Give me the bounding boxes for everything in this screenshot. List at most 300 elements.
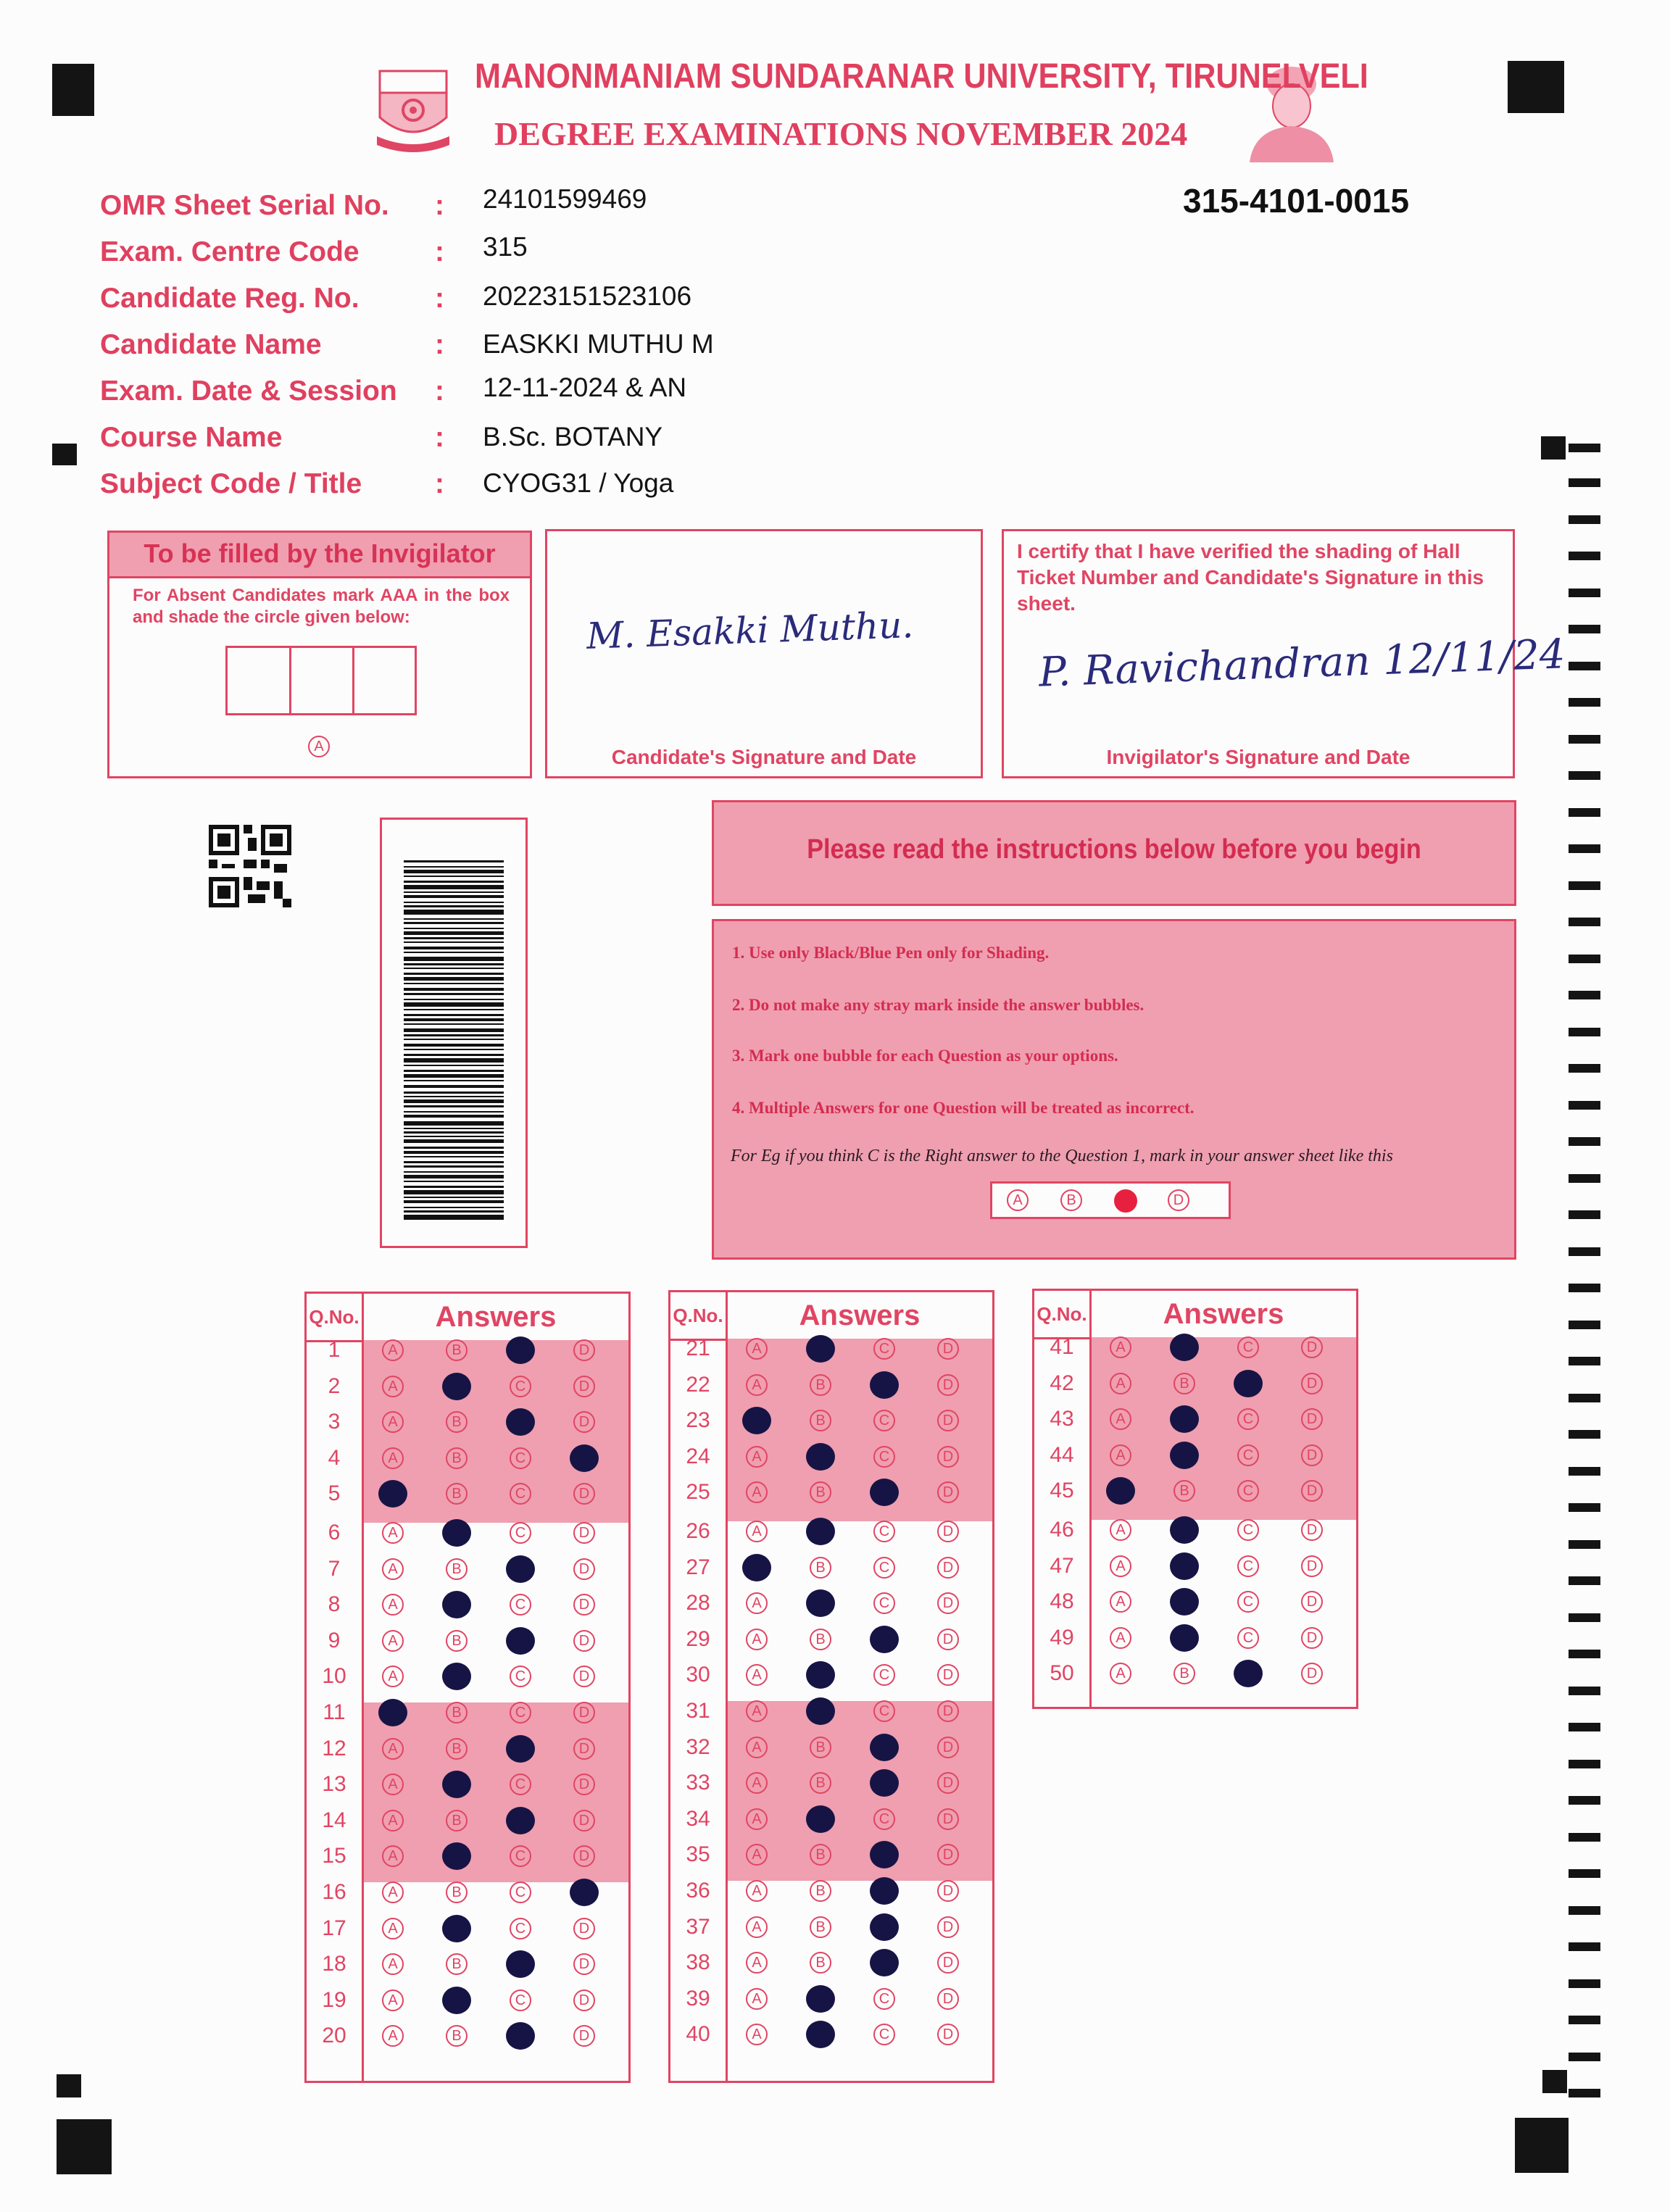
answer-row — [307, 1982, 628, 2018]
answer-bubble-b[interactable] — [806, 1518, 835, 1545]
answer-row — [670, 1945, 992, 1981]
answer-bubble-c[interactable] — [870, 1841, 899, 1868]
registration-mark-bottom-left — [57, 2119, 112, 2174]
exam-date-value: 12-11-2024 & AN — [483, 373, 687, 402]
answer-bubble-d[interactable]: D — [573, 1845, 595, 1867]
answer-bubble-b[interactable] — [1170, 1588, 1199, 1616]
answer-bubble-b[interactable]: B — [810, 1916, 831, 1938]
answer-row — [670, 1657, 992, 1693]
answer-bubble-c[interactable]: C — [873, 1557, 895, 1579]
timing-mark — [1569, 1650, 1600, 1658]
answer-bubble-d[interactable]: D — [937, 1700, 959, 1722]
answer-bubble-a[interactable]: A — [382, 1411, 404, 1433]
invigilator-signature-box — [1002, 529, 1566, 778]
answer-bubble-b[interactable]: B — [810, 1772, 831, 1794]
answer-bubble-a[interactable]: A — [1110, 1519, 1131, 1541]
answer-bubble-a[interactable] — [1106, 1477, 1135, 1505]
answer-bubble-c[interactable]: C — [1237, 1555, 1259, 1577]
answer-bubble-b[interactable]: B — [1173, 1663, 1195, 1684]
question-number: 39 — [686, 1986, 710, 2011]
registration-mark-bottom-right-small — [1542, 2070, 1567, 2093]
answer-bubble-c[interactable] — [870, 1734, 899, 1761]
answer-bubble-d[interactable]: D — [573, 1738, 595, 1760]
answer-bubble-c[interactable] — [870, 1877, 899, 1905]
answer-bubble-c[interactable] — [506, 2022, 535, 2050]
answer-bubble-a[interactable]: A — [1110, 1408, 1131, 1430]
timing-mark — [1569, 1833, 1600, 1842]
answer-bubble-c[interactable]: C — [873, 1700, 895, 1722]
answer-bubble-b[interactable] — [1170, 1552, 1199, 1580]
answer-bubble-c[interactable]: C — [1237, 1519, 1259, 1541]
answer-bubble-a[interactable]: A — [746, 1592, 768, 1614]
answer-row — [1034, 1655, 1356, 1692]
answer-bubble-b[interactable] — [806, 1589, 835, 1617]
question-number: 18 — [322, 1952, 346, 1976]
answer-row — [1034, 1512, 1356, 1548]
answer-bubble-a[interactable]: A — [382, 2025, 404, 2047]
answer-bubble-a[interactable] — [378, 1699, 407, 1726]
answer-bubble-d[interactable]: D — [937, 2024, 959, 2045]
answer-bubble-a[interactable]: A — [1110, 1555, 1131, 1577]
barcode-bar — [404, 1009, 504, 1010]
barcode-bar — [404, 937, 504, 939]
answer-bubble-d[interactable]: D — [573, 2025, 595, 2047]
candidate-signature-label: Candidate's Signature and Date — [611, 746, 917, 768]
answer-bubble-a[interactable]: A — [746, 1880, 768, 1902]
barcode-box — [380, 818, 528, 1248]
answer-bubble-c[interactable] — [1234, 1660, 1263, 1687]
answer-bubble-c[interactable]: C — [510, 1376, 531, 1397]
info-label: Exam. Date & Session — [100, 375, 397, 407]
answer-bubble-b[interactable]: B — [1173, 1373, 1195, 1394]
answer-bubble-b[interactable] — [1170, 1442, 1199, 1469]
question-number: 19 — [322, 1987, 346, 2012]
answer-bubble-c[interactable]: C — [510, 1989, 531, 2011]
instruction-item: 2. Do not make any stray mark inside the answer bubbles. — [732, 996, 1145, 1014]
certification-text: I certify that I have verified the shading of Hall Ticket Number and Candidate's Signature in this sheet. — [1017, 540, 1484, 615]
answer-bubble-c[interactable] — [870, 1371, 899, 1399]
timing-mark — [1569, 552, 1600, 560]
question-number: 46 — [1050, 1518, 1074, 1542]
answer-table — [668, 1290, 994, 2083]
timing-mark — [1569, 1613, 1600, 1622]
question-number: 26 — [686, 1519, 710, 1543]
answer-bubble-d[interactable]: D — [573, 1810, 595, 1831]
answer-row — [307, 1332, 628, 1368]
answer-bubble-d[interactable]: D — [1301, 1663, 1323, 1684]
answer-bubble-a[interactable]: A — [746, 1772, 768, 1794]
answer-bubble-d[interactable]: D — [1301, 1480, 1323, 1502]
answer-row — [307, 1803, 628, 1839]
answer-bubble-d[interactable]: D — [937, 1988, 959, 2010]
answer-bubble-a[interactable]: A — [1110, 1591, 1131, 1613]
answer-bubble-d[interactable]: D — [937, 1808, 959, 1830]
answer-bubble-a[interactable]: A — [1110, 1627, 1131, 1649]
answer-bubble-d[interactable]: D — [937, 1952, 959, 1974]
answer-bubble-c[interactable] — [506, 1336, 535, 1364]
qno-header: Q.No. — [1034, 1291, 1092, 1337]
answer-bubble-c[interactable]: C — [873, 2024, 895, 2045]
answer-bubble-a[interactable]: A — [746, 1629, 768, 1650]
answer-bubble-d[interactable]: D — [1301, 1627, 1323, 1649]
question-number: 35 — [686, 1842, 710, 1867]
qno-header: Q.No. — [670, 1292, 728, 1339]
question-number: 25 — [686, 1480, 710, 1505]
answer-bubble-d[interactable]: D — [937, 1844, 959, 1866]
answer-bubble-c[interactable]: C — [510, 1774, 531, 1795]
answer-bubble-b[interactable]: B — [810, 1481, 831, 1503]
question-number: 16 — [322, 1880, 346, 1904]
centre-code-value: 315 — [483, 232, 528, 262]
answer-bubble-c[interactable] — [870, 1769, 899, 1797]
barcode-bar — [404, 1034, 504, 1036]
barcode-bar — [404, 1200, 504, 1203]
answer-bubble-c[interactable]: C — [510, 1522, 531, 1544]
answer-bubble-a[interactable]: A — [1110, 1663, 1131, 1684]
answer-bubble-c[interactable]: C — [510, 1594, 531, 1616]
answer-bubble-b[interactable]: B — [810, 1557, 831, 1579]
answer-bubble-a[interactable]: A — [746, 1916, 768, 1938]
answer-bubble-b[interactable]: B — [810, 1952, 831, 1974]
answer-bubble-a[interactable]: A — [746, 1374, 768, 1396]
timing-mark — [1569, 735, 1600, 744]
answer-bubble-c[interactable]: C — [510, 1483, 531, 1505]
invigilator-signature: P. Ravichandran 12/11/24 — [1038, 631, 1566, 697]
answer-bubble-a[interactable]: A — [746, 1952, 768, 1974]
question-number: 21 — [686, 1336, 710, 1360]
timing-mark — [1569, 2089, 1600, 2097]
answer-bubble-b[interactable]: B — [446, 1810, 468, 1831]
answer-bubble-d[interactable]: D — [573, 1702, 595, 1724]
answer-bubble-c[interactable] — [870, 1479, 899, 1506]
answer-bubble-d[interactable]: D — [1301, 1519, 1323, 1541]
answer-bubble-a[interactable]: A — [746, 1446, 768, 1468]
barcode-bar — [404, 1080, 504, 1081]
answer-bubble-d[interactable]: D — [1301, 1408, 1323, 1430]
answer-bubble-b[interactable] — [442, 1591, 471, 1618]
answer-bubble-c[interactable]: C — [1237, 1444, 1259, 1466]
barcode-bar — [404, 1074, 504, 1078]
answer-bubble-c[interactable]: C — [510, 1882, 531, 1903]
answer-bubble-d[interactable] — [570, 1879, 599, 1906]
answer-bubble-d[interactable]: D — [937, 1446, 959, 1468]
reg-no-value: 20223151523106 — [483, 281, 692, 311]
answer-bubble-c[interactable] — [1234, 1370, 1263, 1397]
answer-bubble-b[interactable]: B — [810, 1629, 831, 1650]
answer-bubble-a[interactable]: A — [382, 1339, 404, 1361]
answer-bubble-b[interactable]: B — [810, 1880, 831, 1902]
answer-bubble-a[interactable]: A — [746, 1481, 768, 1503]
answer-bubble-c[interactable]: C — [510, 1918, 531, 1939]
barcode-bar — [404, 918, 504, 920]
answer-bubble-a[interactable]: A — [382, 1666, 404, 1687]
answer-bubble-d[interactable]: D — [1301, 1591, 1323, 1613]
answer-bubble-a[interactable]: A — [382, 1774, 404, 1795]
answer-bubble-d[interactable]: D — [937, 1916, 959, 1938]
answer-bubble-d[interactable]: D — [937, 1664, 959, 1686]
barcode-bar — [404, 1161, 504, 1163]
answer-bubble-c[interactable] — [870, 1626, 899, 1653]
answer-bubble-c[interactable] — [870, 1913, 899, 1941]
answer-bubble-b[interactable] — [806, 2021, 835, 2048]
answer-bubble-b[interactable] — [442, 1519, 471, 1547]
answer-row — [307, 1440, 628, 1476]
answer-bubble-a[interactable]: A — [1110, 1444, 1131, 1466]
answer-bubble-d[interactable]: D — [937, 1521, 959, 1542]
example-bubble: D — [1168, 1189, 1189, 1211]
answer-bubble-d[interactable]: D — [937, 1737, 959, 1758]
answer-bubble-a[interactable] — [742, 1407, 771, 1434]
answer-bubble-c[interactable] — [506, 1950, 535, 1978]
question-number: 4 — [328, 1445, 341, 1470]
answer-bubble-a[interactable]: A — [746, 1808, 768, 1830]
info-label: OMR Sheet Serial No. — [100, 190, 389, 221]
answer-bubble-b[interactable] — [806, 1335, 835, 1363]
barcode-bar — [404, 977, 504, 981]
answer-bubble-b[interactable]: B — [446, 2025, 468, 2047]
answer-bubble-c[interactable]: C — [1237, 1480, 1259, 1502]
answer-bubble-a[interactable]: A — [382, 1810, 404, 1831]
answer-bubble-b[interactable]: B — [810, 1410, 831, 1431]
answer-bubble-a[interactable]: A — [382, 1989, 404, 2011]
question-number: 1 — [328, 1338, 341, 1362]
answer-bubble-a[interactable]: A — [382, 1376, 404, 1397]
answer-bubble-c[interactable] — [506, 1735, 535, 1763]
answer-bubble-a[interactable]: A — [1110, 1336, 1131, 1358]
answer-bubble-b[interactable] — [806, 1661, 835, 1689]
answer-bubble-c[interactable]: C — [873, 1521, 895, 1542]
answer-bubble-b[interactable] — [442, 1373, 471, 1400]
answer-bubble-d[interactable]: D — [573, 1376, 595, 1397]
answer-bubble-d[interactable]: D — [573, 1953, 595, 1975]
answer-bubble-d[interactable] — [570, 1444, 599, 1472]
answer-bubble-c[interactable]: C — [873, 1664, 895, 1686]
answer-bubble-c[interactable] — [506, 1627, 535, 1655]
answer-bubble-a[interactable]: A — [382, 1845, 404, 1867]
barcode-bar — [404, 1136, 504, 1137]
question-number: 44 — [1050, 1442, 1074, 1467]
question-number: 20 — [322, 2024, 346, 2048]
answer-bubble-a[interactable]: A — [746, 1988, 768, 2010]
answer-bubble-d[interactable]: D — [937, 1557, 959, 1579]
answer-bubble-a[interactable]: A — [382, 1558, 404, 1580]
answer-bubble-a[interactable]: A — [382, 1918, 404, 1939]
answer-bubble-b[interactable]: B — [446, 1483, 468, 1505]
answer-bubble-a[interactable] — [742, 1554, 771, 1581]
answer-bubble-d[interactable]: D — [573, 1483, 595, 1505]
answer-bubble-b[interactable] — [1170, 1405, 1199, 1433]
answer-bubble-c[interactable]: C — [1237, 1408, 1259, 1430]
answer-bubble-c[interactable]: C — [873, 1592, 895, 1614]
answer-bubble-c[interactable]: C — [510, 1447, 531, 1469]
answer-bubble-a[interactable]: A — [746, 1664, 768, 1686]
registration-mark-bottom-left-small — [57, 2074, 81, 2097]
barcode-bar — [404, 957, 504, 961]
answer-bubble-d[interactable]: D — [1301, 1336, 1323, 1358]
answer-bubble-a[interactable] — [378, 1480, 407, 1508]
timing-mark — [1569, 2016, 1600, 2024]
answer-bubble-c[interactable]: C — [873, 1446, 895, 1468]
registration-mark-right-top — [1541, 436, 1566, 460]
answer-bubble-d[interactable]: D — [573, 1774, 595, 1795]
answer-bubble-a[interactable]: A — [382, 1630, 404, 1652]
answer-bubble-b[interactable]: B — [446, 1702, 468, 1724]
timing-mark — [1569, 1028, 1600, 1036]
answer-bubble-c[interactable]: C — [1237, 1336, 1259, 1358]
answer-bubble-c[interactable]: C — [873, 1410, 895, 1431]
answer-bubble-d[interactable]: D — [573, 1630, 595, 1652]
answer-bubble-c[interactable] — [506, 1807, 535, 1834]
barcode-bar — [404, 876, 504, 877]
answer-bubble-b[interactable]: B — [446, 1882, 468, 1903]
question-number: 43 — [1050, 1407, 1074, 1431]
answers-header: Answers — [1163, 1298, 1284, 1330]
answer-bubble-b[interactable]: B — [446, 1558, 468, 1580]
answer-bubble-c[interactable]: C — [873, 1988, 895, 2010]
answer-table — [1032, 1289, 1358, 1709]
barcode-bar — [404, 1197, 504, 1198]
answer-bubble-c[interactable]: C — [510, 1666, 531, 1687]
answer-bubble-d[interactable]: D — [1301, 1444, 1323, 1466]
answer-bubble-c[interactable] — [870, 1949, 899, 1976]
answer-bubble-b[interactable]: B — [446, 1411, 468, 1433]
answer-bubble-a[interactable]: A — [382, 1522, 404, 1544]
answer-bubble-a[interactable]: A — [382, 1447, 404, 1469]
answer-bubble-d[interactable]: D — [1301, 1373, 1323, 1394]
answer-bubble-b[interactable]: B — [810, 1844, 831, 1866]
answer-bubble-a[interactable]: A — [746, 1737, 768, 1758]
answer-bubble-a[interactable]: A — [382, 1882, 404, 1903]
barcode-bar — [404, 1171, 504, 1173]
question-number: 30 — [686, 1663, 710, 1687]
absent-bubble[interactable]: A — [308, 736, 330, 757]
question-number: 15 — [322, 1844, 346, 1868]
answer-bubble-c[interactable]: C — [510, 1702, 531, 1724]
barcode-bar — [404, 1190, 504, 1194]
answer-bubble-c[interactable] — [506, 1408, 535, 1436]
question-number: 42 — [1050, 1371, 1074, 1395]
answer-bubble-d[interactable]: D — [573, 1339, 595, 1361]
answer-bubble-c[interactable]: C — [510, 1845, 531, 1867]
answer-bubble-b[interactable] — [442, 1915, 471, 1942]
barcode-bar — [404, 1115, 504, 1118]
answer-bubble-d[interactable]: D — [937, 1880, 959, 1902]
answer-bubble-d[interactable]: D — [1301, 1555, 1323, 1577]
question-number: 48 — [1050, 1589, 1074, 1614]
barcode-bar — [404, 885, 504, 889]
question-number: 36 — [686, 1879, 710, 1903]
answer-bubble-b[interactable]: B — [446, 1738, 468, 1760]
question-number: 45 — [1050, 1479, 1074, 1503]
question-number: 34 — [686, 1806, 710, 1831]
answer-bubble-b[interactable] — [806, 1697, 835, 1725]
answer-bubble-d[interactable]: D — [573, 1594, 595, 1616]
answer-bubble-b[interactable] — [442, 1771, 471, 1798]
answer-bubble-b[interactable] — [806, 1985, 835, 2013]
barcode-bar — [404, 968, 504, 969]
answer-row — [307, 1695, 628, 1731]
question-number: 13 — [322, 1772, 346, 1797]
answer-bubble-d[interactable]: D — [573, 1989, 595, 2011]
answer-bubble-b[interactable]: B — [1173, 1480, 1195, 1502]
answer-bubble-a[interactable]: A — [746, 1844, 768, 1866]
answer-bubble-a[interactable]: A — [1110, 1373, 1131, 1394]
answer-bubble-a[interactable]: A — [746, 2024, 768, 2045]
answer-bubble-b[interactable] — [1170, 1516, 1199, 1544]
answer-bubble-b[interactable]: B — [446, 1630, 468, 1652]
answer-bubble-d[interactable]: D — [573, 1522, 595, 1544]
answer-bubble-b[interactable]: B — [810, 1737, 831, 1758]
answer-bubble-b[interactable] — [442, 1842, 471, 1870]
answer-bubble-d[interactable]: D — [573, 1666, 595, 1687]
answer-bubble-d[interactable]: D — [937, 1481, 959, 1503]
answer-bubble-d[interactable]: D — [573, 1918, 595, 1939]
instruction-item: 1. Use only Black/Blue Pen only for Shading. — [732, 944, 1050, 962]
timing-mark — [1569, 662, 1600, 670]
answer-bubble-b[interactable] — [806, 1443, 835, 1471]
barcode-bar — [404, 1018, 504, 1021]
answer-bubble-c[interactable]: C — [1237, 1591, 1259, 1613]
answer-bubble-a[interactable]: A — [746, 1521, 768, 1542]
question-number: 5 — [328, 1481, 341, 1506]
answers-header: Answers — [799, 1300, 921, 1331]
info-colon: : — [435, 190, 444, 221]
answer-bubble-b[interactable]: B — [446, 1953, 468, 1975]
subject-value: CYOG31 / Yoga — [483, 468, 674, 498]
answer-bubble-d[interactable]: D — [573, 1558, 595, 1580]
answer-bubble-d[interactable]: D — [937, 1410, 959, 1431]
answer-bubble-b[interactable] — [806, 1805, 835, 1833]
answer-bubble-b[interactable]: B — [810, 1374, 831, 1396]
answer-bubble-b[interactable] — [442, 1663, 471, 1690]
answer-bubble-d[interactable]: D — [937, 1772, 959, 1794]
course-value: B.Sc. BOTANY — [483, 422, 663, 452]
answer-bubble-b[interactable]: B — [446, 1447, 468, 1469]
answer-bubble-d[interactable]: D — [573, 1411, 595, 1433]
timing-mark — [1569, 955, 1600, 963]
answer-row — [1034, 1473, 1356, 1509]
answer-bubble-c[interactable] — [506, 1555, 535, 1583]
answer-bubble-a[interactable]: A — [746, 1700, 768, 1722]
answer-bubble-d[interactable]: D — [937, 1592, 959, 1614]
barcode — [404, 860, 504, 1217]
answer-bubble-d[interactable]: D — [937, 1338, 959, 1360]
answer-bubble-c[interactable]: C — [1237, 1627, 1259, 1649]
timing-mark — [1569, 444, 1600, 452]
timing-mark — [1569, 991, 1600, 999]
answer-bubble-a[interactable]: A — [746, 1338, 768, 1360]
answer-bubble-d[interactable]: D — [937, 1629, 959, 1650]
timing-mark — [1569, 1394, 1600, 1402]
answer-bubble-c[interactable]: C — [873, 1808, 895, 1830]
answer-bubble-d[interactable]: D — [937, 1374, 959, 1396]
answer-bubble-b[interactable]: B — [446, 1339, 468, 1361]
timing-mark — [1569, 1247, 1600, 1256]
answer-row — [307, 1476, 628, 1512]
answer-bubble-a[interactable]: A — [382, 1594, 404, 1616]
answer-bubble-a[interactable]: A — [382, 1738, 404, 1760]
question-number: 41 — [1050, 1335, 1074, 1359]
answer-bubble-b[interactable] — [1170, 1334, 1199, 1361]
answer-bubble-a[interactable]: A — [382, 1953, 404, 1975]
answer-bubble-c[interactable]: C — [873, 1338, 895, 1360]
answer-bubble-b[interactable] — [442, 1987, 471, 2014]
absent-instructions: For Absent Candidates mark AAA in the box and shade the circle given below: — [133, 586, 510, 627]
answer-row — [307, 1587, 628, 1623]
barcode-bar — [404, 895, 504, 898]
absent-code-boxes[interactable] — [225, 646, 417, 715]
answer-bubble-b[interactable] — [1170, 1624, 1199, 1652]
